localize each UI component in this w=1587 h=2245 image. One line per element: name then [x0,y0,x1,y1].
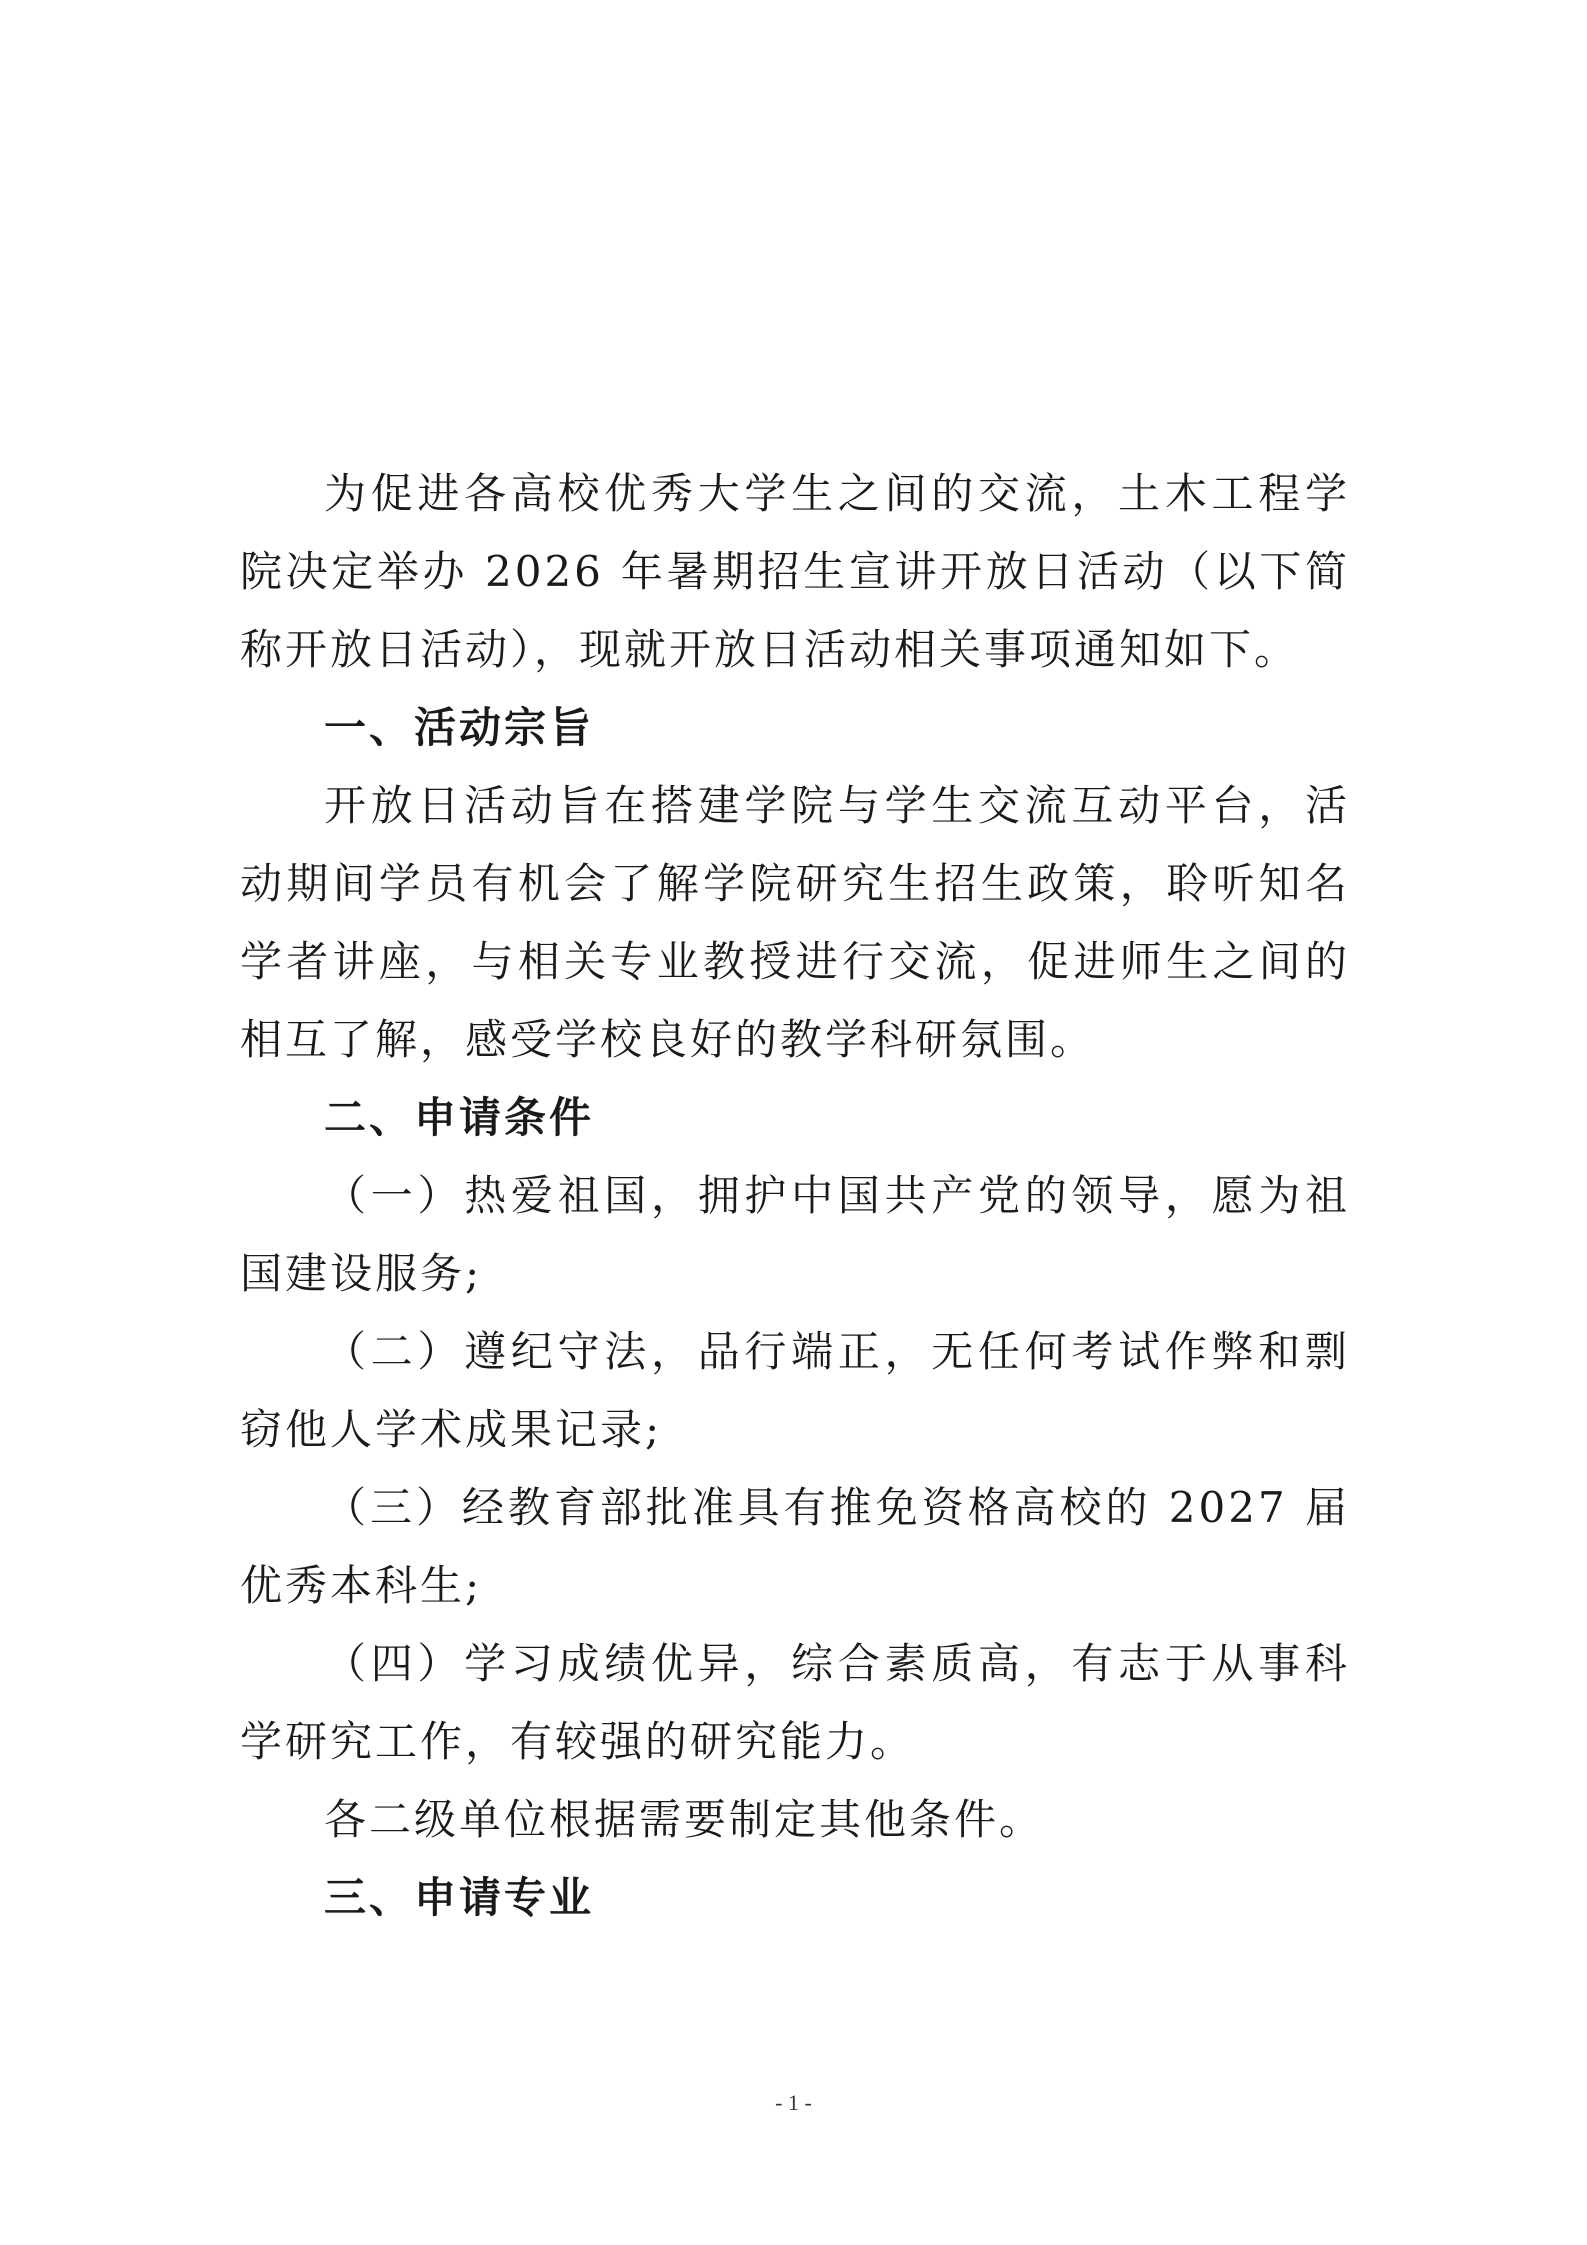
condition-item-3: （三）经教育部批准具有推免资格高校的 2027 届优秀本科生; [240,1483,1350,1610]
section-heading-majors: 三、申请专业 [324,1873,595,1922]
section-heading-purpose: 一、活动宗旨 [324,703,595,752]
conditions-note: 各二级单位根据需要制定其他条件。 [324,1795,1045,1844]
condition-item-1: （一）热爱祖国，拥护中国共产党的领导，愿为祖国建设服务; [240,1171,1350,1298]
condition-item-2: （二）遵纪守法，品行端正，无任何考试作弊和剽窃他人学术成果记录; [240,1327,1350,1454]
intro-paragraph: 为促进各高校优秀大学生之间的交流，土木工程学院决定举办 2026 年暑期招生宣讲开放日活动（以下简称开放日活动），现就开放日活动相关事项通知如下。 [240,469,1350,674]
section-heading-conditions: 二、申请条件 [324,1093,595,1142]
condition-item-4: （四）学习成绩优异，综合素质高，有志于从事科学研究工作，有较强的研究能力。 [240,1639,1350,1766]
page-number: - 1 - [775,2090,812,2115]
document-body [240,455,1350,1937]
purpose-paragraph: 开放日活动旨在搭建学院与学生交流互动平台，活动期间学员有机会了解学院研究生招生政策，聆听知名学者讲座，与相关专业教授进行交流，促进师生之间的相互了解，感受学校良好的教学科研氛围。 [240,781,1350,1064]
